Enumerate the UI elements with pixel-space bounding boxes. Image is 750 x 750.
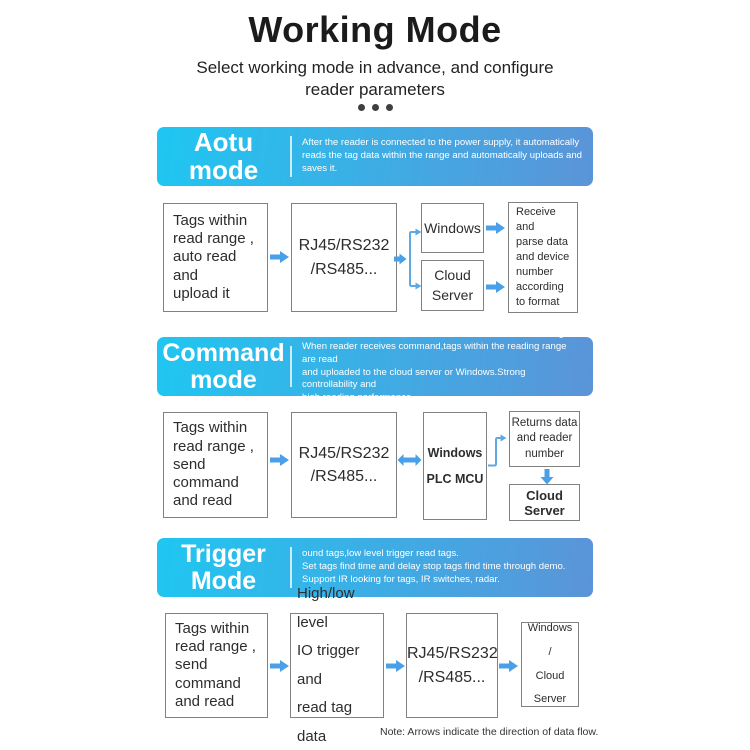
box-text: RJ45/RS232 /RS485... [298, 237, 390, 278]
flow-arrow-right-icon [386, 659, 406, 673]
banner-command-title: Command mode [162, 339, 285, 394]
banner-trigger-desc: ound tags,low level trigger read tags. Set tags find time and delay stop tags find time through demo. Support IR looking for tags, IR switches, radar. [302, 548, 566, 585]
box-tags-auto-read [163, 203, 268, 312]
flow-arrow-right-icon [486, 280, 506, 294]
banner-divider [290, 136, 292, 177]
page-title: Working Mode [248, 9, 502, 50]
box-text: Tags within read range , send command and read [175, 619, 256, 710]
box-text: Tags within read range , auto read and upload it [173, 211, 254, 302]
banner-aotu-title: Aotu mode [188, 127, 259, 185]
dots-separator [0, 104, 750, 111]
banner-divider [290, 346, 292, 387]
branch-connector-icon [394, 223, 422, 295]
banner-command-desc: Reader is in the intranet, and Windows or PLC MCU is arranged. When reader receives command,tags within the reading range are read and uploaded to the cloud server or Windows.Strong controllability and high reading performance [302, 328, 578, 403]
banner-aotu-desc: After the reader is connected to the power supply, it automatically reads the tag data within the range and automatically uploads and saves it. [302, 137, 583, 174]
box-windows-plc-mcu [423, 412, 487, 520]
box-text: RJ45/RS232 /RS485... [298, 444, 390, 485]
box-io-trigger [290, 585, 384, 745]
box-text: Returns data and reader number [511, 416, 578, 460]
box-text: Receive and parse data and device number according to format [516, 206, 570, 308]
box-tags-send-command-2 [165, 613, 268, 718]
elbow-connector-icon [488, 430, 508, 468]
dot-icon [372, 104, 379, 111]
box-cloud-server [421, 260, 484, 311]
box-tags-send-command [163, 412, 268, 518]
banner-trigger-title: Trigger Mode [181, 540, 266, 595]
flow-arrow-down-icon [540, 469, 554, 485]
dot-icon [386, 104, 393, 111]
box-returns-data [509, 411, 580, 467]
box-windows-cloud-server [521, 622, 579, 707]
banner-command-mode [157, 328, 593, 403]
dot-icon [358, 104, 365, 111]
box-text: Cloud Server [524, 487, 565, 518]
box-interface-1 [291, 203, 397, 312]
box-interface-3 [406, 613, 498, 718]
flow-arrow-right-icon [486, 221, 506, 235]
flow-arrow-double-icon [397, 453, 422, 467]
box-interface-2 [291, 412, 397, 518]
box-text: Windows [424, 220, 481, 236]
flow-arrow-right-icon [270, 659, 290, 673]
box-windows [421, 203, 484, 253]
banner-aotu-mode [157, 127, 593, 186]
box-receive-parse [508, 202, 578, 313]
box-text: High/low level IO trigger and read tag data [297, 585, 360, 745]
page-subtitle: Select working mode in advance, and configure reader parameters [196, 58, 554, 99]
box-text: Windows / Cloud Server [527, 622, 573, 706]
box-text: Cloud Server [431, 266, 474, 303]
box-cloud-server-2 [509, 484, 580, 521]
box-text: Tags within read range , send command and read [173, 419, 254, 510]
flow-arrow-right-icon [499, 659, 519, 673]
footer-note: Note: Arrows indicate the direction of data flow. [380, 726, 599, 738]
banner-divider [290, 547, 292, 588]
box-text: Windows PLC MCU [426, 445, 484, 486]
box-text: RJ45/RS232 /RS485... [407, 645, 498, 686]
flow-arrow-right-icon [270, 453, 290, 467]
flow-arrow-right-icon [270, 250, 290, 264]
